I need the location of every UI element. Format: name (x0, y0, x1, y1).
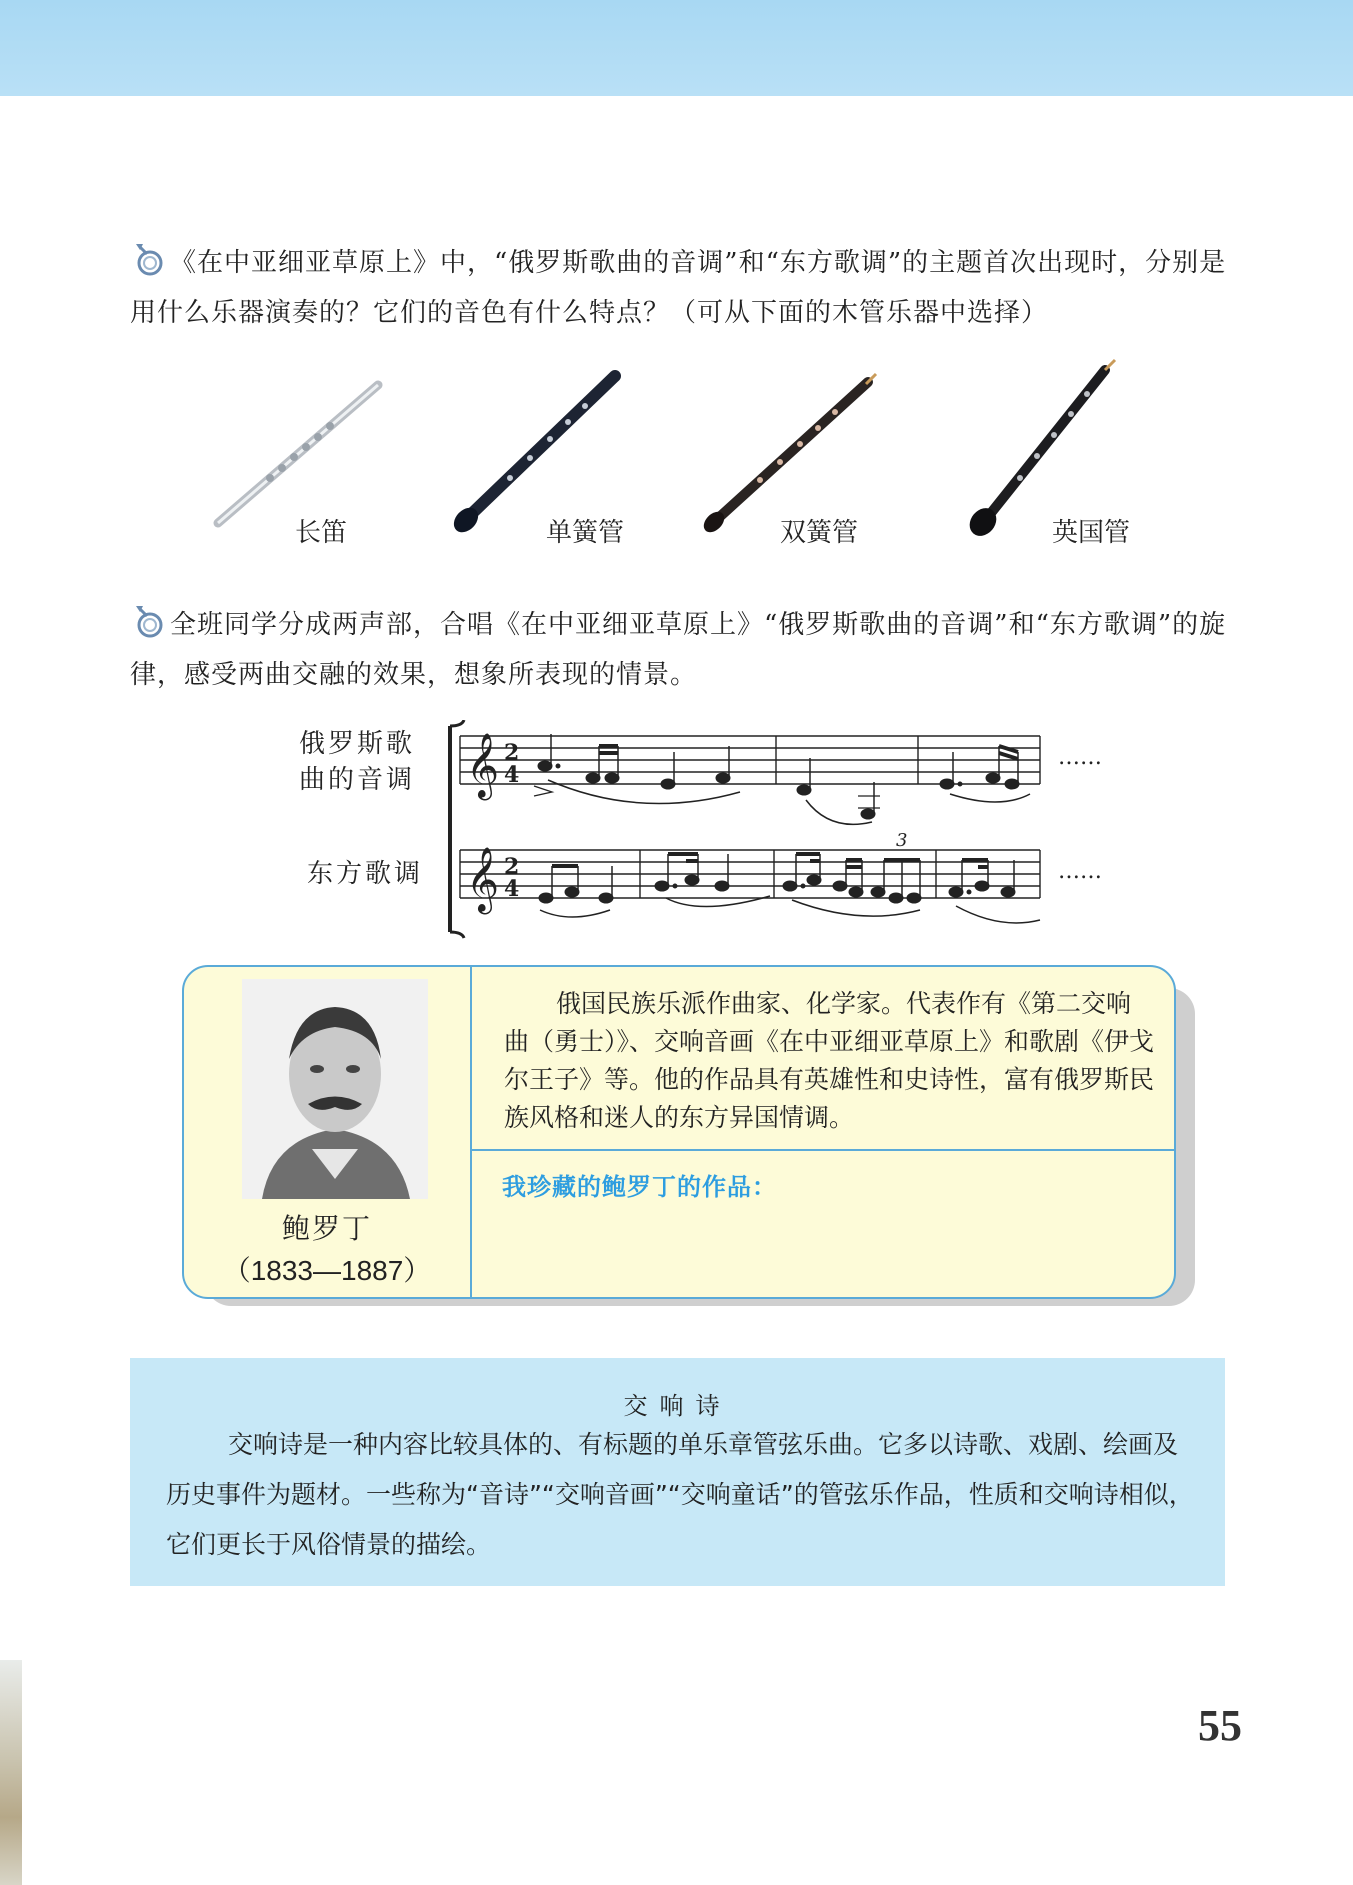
score-part1-label: 俄罗斯歌曲的音调 (298, 729, 415, 795)
instrument-label-clarinet: 单簧管 (546, 518, 625, 548)
composer-bio-section (472, 967, 1174, 1151)
time-signature-top-2: 2 (504, 854, 520, 880)
treble-clef-icon: 𝄞 (466, 847, 500, 912)
left-edge-image (0, 1660, 22, 1885)
header-band (0, 0, 1353, 96)
time-signature-bottom-2: 4 (504, 876, 520, 902)
score-ellipsis-2: …… (1058, 859, 1102, 884)
question-1-text: 《在中亚细亚草原上》中，“俄罗斯歌曲的音调”和“东方歌调”的主题首次出现时，分别是用什么乐器演奏的？它们的音色有什么特点？（可从下面的木管乐器中选择） (130, 248, 1227, 328)
info-box (130, 1358, 1225, 1586)
english-horn-image (965, 358, 1125, 538)
treble-clef-icon: 𝄞 (466, 733, 500, 798)
triplet-mark: 3 (896, 830, 908, 851)
score-part2-label: 东方歌调 (306, 859, 423, 889)
composer-portrait (242, 979, 428, 1199)
time-signature-top: 2 (504, 740, 520, 766)
question-2 (130, 600, 1230, 700)
question-1 (130, 238, 1230, 338)
instrument-label-flute: 长笛 (295, 518, 348, 548)
info-title: 交响诗 (623, 1392, 732, 1420)
composer-card (182, 965, 1176, 1299)
composer-bio: 俄国民族乐派作曲家、化学家。代表作有《第二交响曲（勇士）》、交响音画《在中亚细亚草原上》和歌剧《伊戈尔王子》等。他的作品具有英雄性和史诗性，富有俄罗斯民族风格和迷人的东方异国情调。 (504, 989, 1155, 1132)
question-2-text: 全班同学分成两声部，合唱《在中亚细亚草原上》“俄罗斯歌曲的音调”和“东方歌调”的旋律，感受两曲交融的效果，想象所表现的情景。 (130, 610, 1227, 690)
french-horn-icon (130, 603, 166, 639)
instrument-label-english-horn: 英国管 (1052, 518, 1131, 548)
composer-name: 鲍罗丁 (281, 1212, 372, 1245)
composer-card-left (184, 967, 472, 1297)
french-horn-icon (130, 241, 166, 277)
music-score (440, 720, 1120, 940)
instrument-label-oboe: 双簧管 (780, 518, 859, 548)
page-number: 55 (1198, 1701, 1242, 1750)
info-text: 交响诗是一种内容比较具体的、有标题的单乐章管弦乐曲。它多以诗歌、戏剧、绘画及历史事件为题材。一些称为“音诗”“交响音画”“交响童话”的管弦乐作品，性质和交响诗相似，它们更长于风俗情景的描绘。 (166, 1430, 1194, 1559)
score-ellipsis-1: …… (1058, 745, 1102, 770)
notes-1 (538, 734, 1019, 819)
flute-image (210, 375, 385, 535)
time-signature-bottom: 4 (504, 762, 520, 788)
composer-years: （1833—1887） (222, 1255, 432, 1286)
collection-label: 我珍藏的鲍罗丁的作品： (502, 1173, 777, 1201)
